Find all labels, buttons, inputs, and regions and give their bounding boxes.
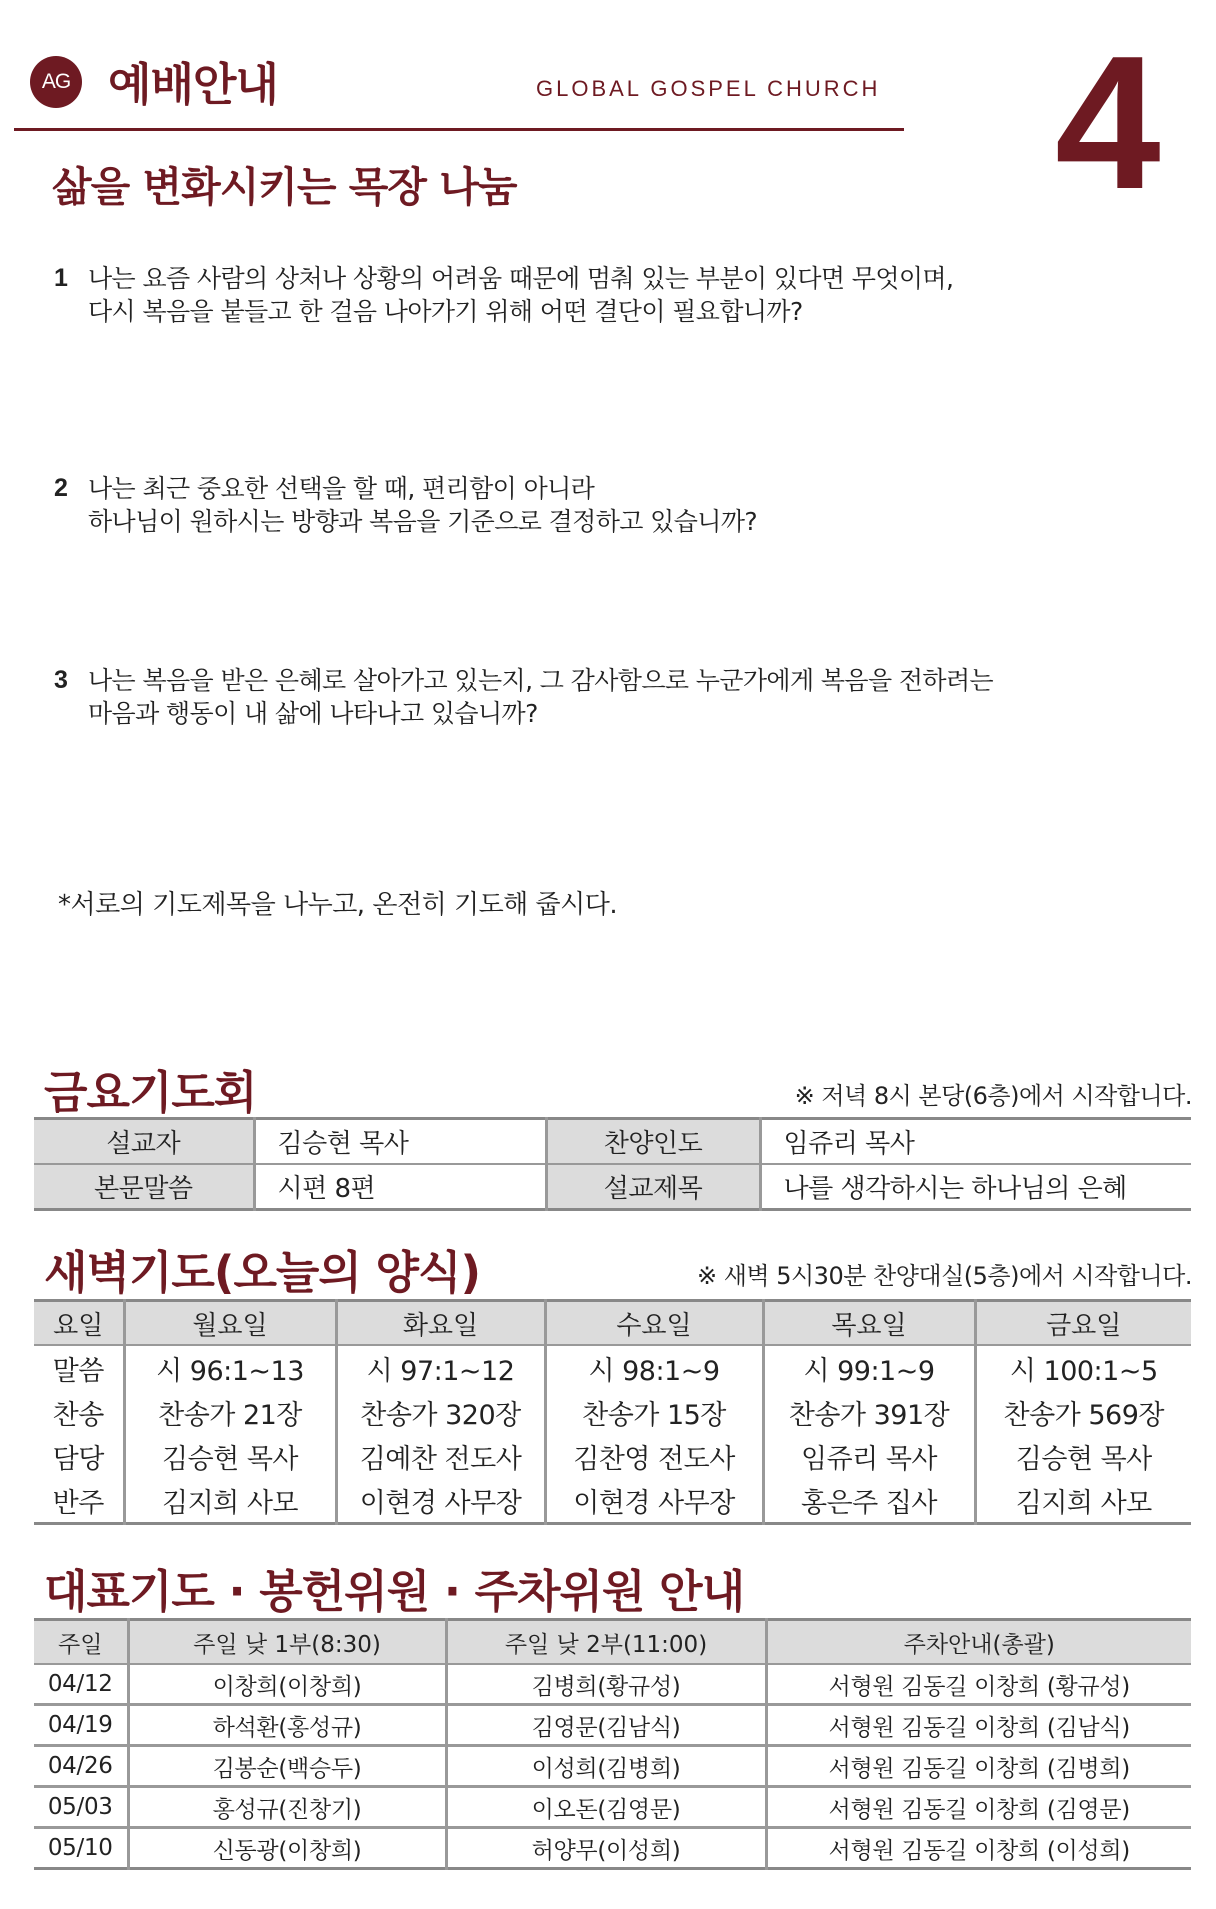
table-cell: 서형원 김동길 이창희 (김병희) [766,1746,1191,1787]
question-line: 하나님이 원하시는 방향과 복음을 기준으로 결정하고 있습니까? [88,507,758,536]
table-cell: 김병희(황규성) [446,1664,766,1705]
question-number: 2 [54,474,68,502]
date-cell: 04/12 [34,1664,128,1705]
table-cell: 서형원 김동길 이창희 (김남식) [766,1705,1191,1746]
column-header: 주일 낮 1부(8:30) [128,1620,446,1665]
table-cell: 김지희 사모 [1015,1487,1152,1519]
table-row [34,1119,1191,1165]
row-label: 말씀 [34,1345,124,1390]
table-row [34,1746,1191,1787]
friday-table [34,1117,1191,1211]
church-logo: AG [30,56,82,108]
table-cell: 김승현 목사 [1015,1443,1152,1475]
church-name: GLOBAL GOSPEL CHURCH [536,76,881,101]
question-1 [54,262,953,328]
table-cell: 서형원 김동길 이창희 (이성희) [828,1837,1130,1864]
value-worship-leader: 임쥬리 목사 [760,1119,1191,1165]
table-row [34,1345,1191,1390]
value-scripture: 시편 8편 [254,1164,546,1210]
table-cell: 신동광(이창희) [128,1828,446,1869]
question-number: 3 [54,666,68,694]
table-cell: 찬송가 391장 [763,1390,975,1434]
date-cell: 04/26 [34,1746,128,1787]
table-row [34,1478,1191,1524]
table-cell: 김승현 목사 [124,1434,336,1478]
question-number: 1 [54,264,68,292]
friday-notice: ※ 저녁 8시 본당(6층)에서 시작합니다. [794,1082,1192,1110]
header-divider [14,128,904,131]
table-header-row [34,1301,1191,1346]
duty-title: 대표기도 · 봉헌위원 · 주차위원 안내 [44,1565,745,1618]
dawn-notice: ※ 새벽 5시30분 찬양대실(5층)에서 시작합니다. [696,1262,1192,1290]
sharing-title: 삶을 변화시키는 목장 나눔 [52,163,517,211]
page-number: 4 [1055,17,1161,229]
label-worship-leader: 찬양인도 [546,1119,760,1165]
column-header: 화요일 [336,1301,545,1346]
table-row [34,1390,1191,1434]
dawn-title: 새벽기도(오늘의 양식) [44,1246,481,1299]
table-cell: 임쥬리 목사 [763,1434,975,1478]
table-cell: 허양무(이성희) [446,1828,766,1869]
question-line: 다시 복음을 붙들고 한 걸음 나아가기 위해 어떤 결단이 필요합니까? [88,297,803,326]
table-cell: 김영문(김남식) [446,1705,766,1746]
table-cell: 김예찬 전도사 [336,1434,545,1478]
date-cell: 05/10 [34,1828,128,1869]
column-header: 주차안내(총괄) [766,1620,1191,1665]
table-cell: 홍은주 집사 [763,1478,975,1524]
table-row [34,1787,1191,1828]
row-label: 찬송 [34,1390,124,1434]
column-header: 요일 [34,1301,124,1346]
table-cell: 이창희(이창희) [128,1664,446,1705]
label-sermon-title: 설교제목 [546,1164,760,1210]
table-cell: 김지희 사모 [124,1478,336,1524]
table-cell: 서형원 김동길 이창희 (황규성) [766,1664,1191,1705]
value-sermon-title: 나를 생각하시는 하나님의 은혜 [783,1174,1127,1204]
table-row [34,1434,1191,1478]
question-line: 나는 요즘 사람의 상처나 상황의 어려움 때문에 멈춰 있는 부분이 있다면 무엇이며, [88,264,954,293]
label-preacher: 설교자 [34,1119,254,1165]
table-row [34,1164,1191,1210]
row-label: 반주 [34,1478,124,1524]
table-cell: 이오돈(김영문) [446,1787,766,1828]
dawn-table [34,1299,1191,1525]
column-header: 월요일 [124,1301,336,1346]
date-cell: 05/03 [34,1787,128,1828]
table-row [34,1705,1191,1746]
table-cell: 시 97:1~12 [336,1345,545,1390]
label-scripture: 본문말씀 [34,1164,254,1210]
table-header-row [34,1620,1191,1665]
column-header: 금요일 [975,1301,1191,1346]
question-line: 나는 최근 중요한 선택을 할 때, 편리함이 아니라 [88,474,595,503]
column-header: 주일 낮 2부(11:00) [446,1620,766,1665]
table-row [34,1828,1191,1869]
table-row [34,1664,1191,1705]
question-3 [54,664,993,730]
question-2 [54,472,757,538]
table-cell: 찬송가 21장 [124,1390,336,1434]
table-cell: 찬송가 569장 [1003,1399,1164,1431]
duty-table [34,1618,1191,1870]
column-header: 목요일 [763,1301,975,1346]
table-cell: 이성희(김병희) [446,1746,766,1787]
table-cell: 이현경 사무장 [545,1478,763,1524]
section-title: 예배안내 [108,58,278,111]
row-label: 담당 [34,1434,124,1478]
question-line: 나는 복음을 받은 은혜로 살아가고 있는지, 그 감사함으로 누군가에게 복음을 전하려는 [88,666,994,695]
question-line: 마음과 행동이 내 삶에 나타나고 있습니까? [88,699,538,728]
column-header: 수요일 [545,1301,763,1346]
date-cell: 04/19 [34,1705,128,1746]
table-cell: 시 98:1~9 [545,1345,763,1390]
table-cell: 찬송가 15장 [545,1390,763,1434]
table-cell: 시 99:1~9 [763,1345,975,1390]
friday-title: 금요기도회 [44,1066,257,1119]
table-cell: 김봉순(백승두) [128,1746,446,1787]
value-preacher: 김승현 목사 [254,1119,546,1165]
table-cell: 이현경 사무장 [336,1478,545,1524]
table-cell: 홍성규(진창기) [128,1787,446,1828]
column-header: 주일 [34,1620,128,1665]
table-cell: 김찬영 전도사 [545,1434,763,1478]
table-cell: 찬송가 320장 [336,1390,545,1434]
prayer-note: *서로의 기도제목을 나누고, 온전히 기도해 줍시다. [58,890,618,920]
table-cell: 서형원 김동길 이창희 (김영문) [766,1787,1191,1828]
table-cell: 하석환(홍성규) [128,1705,446,1746]
table-cell: 시 96:1~13 [124,1345,336,1390]
table-cell: 시 100:1~5 [1009,1355,1158,1387]
